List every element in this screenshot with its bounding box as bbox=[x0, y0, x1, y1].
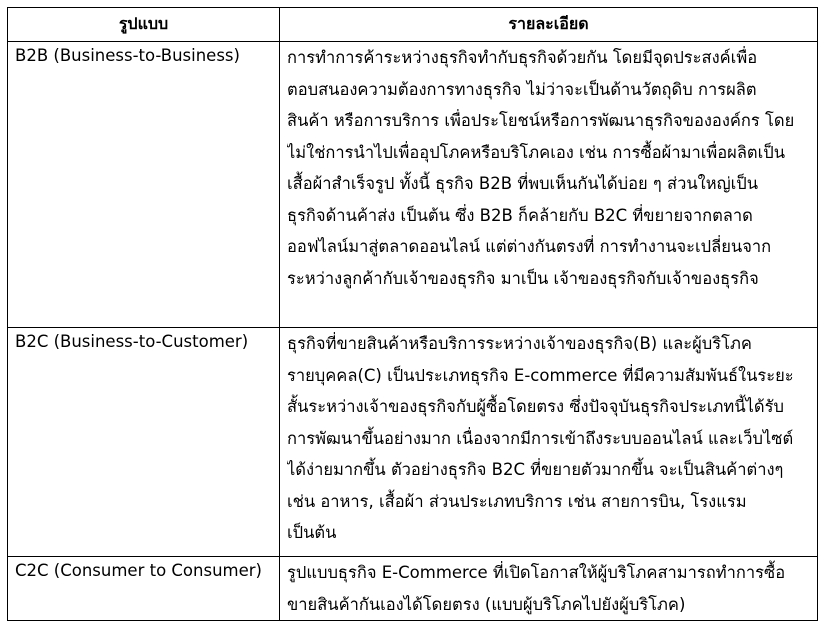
type-cell-b2c: B2C (Business-to-Customer) bbox=[8, 328, 280, 557]
detail-line: เสื้อผ้าสำเร็จรูป ทั้งนี้ ธุรกิจ B2B ที่พบเห็นกันได้บ่อย ๆ ส่วนใหญ่เป็น bbox=[287, 174, 759, 193]
detail-line: ธุรกิจด้านค้าส่ง เป็นต้น ซึ่ง B2B ก็คล้ายกับ B2C ที่ขยายจากตลาด bbox=[287, 205, 753, 225]
detail-line: รูปแบบธุรกิจ E-Commerce ที่เปิดโอกาสให้ผู้บริโภคสามารถทำการซื้อ bbox=[287, 563, 786, 582]
table-row-c2c bbox=[8, 557, 818, 621]
detail-line: สั้นระหว่างเจ้าของธุรกิจกับผู้ซื้อโดยตรง ซึ่งปัจจุบันธุรกิจประเภทนี้ได้รับ bbox=[287, 397, 784, 416]
detail-line: เป็นต้น bbox=[287, 523, 337, 542]
detail-line: รายบุคคล(C) เป็นประเภทธุรกิจ E-commerce ที่มีความสัมพันธ์ในระยะ bbox=[287, 365, 794, 385]
detail-line: การทำการค้าระหว่างธุรกิจทำกับธุรกิจด้วยกัน โดยมีจุดประสงค์เพื่อ bbox=[287, 48, 758, 67]
table-header-row bbox=[8, 8, 818, 42]
type-cell-b2b: B2B (Business-to-Business) bbox=[8, 42, 280, 328]
detail-line: สินค้า หรือการบริการ เพื่อประโยชน์หรือการพัฒนาธุรกิจขององค์กร โดย bbox=[287, 111, 795, 130]
detail-line: ได้ง่ายมากขึ้น ตัวอย่างธุรกิจ B2C ที่ขยายตัวมากขึ้น จะเป็นสินค้าต่างๆ bbox=[287, 460, 784, 479]
detail-line: ระหว่างลูกค้ากับเจ้าของธุรกิจ มาเป็น เจ้าของธุรกิจกับเจ้าของธุรกิจ bbox=[287, 268, 759, 288]
table-row-b2b bbox=[8, 42, 818, 328]
detail-line: การพัฒนาขึ้นอย่างมาก เนื่องจากมีการเข้าถึงระบบออนไลน์ และเว็บไซต์ bbox=[287, 428, 794, 448]
business-model-table bbox=[7, 7, 818, 621]
detail-cell-b2b bbox=[280, 42, 818, 328]
detail-line: ธุรกิจที่ขายสินค้าหรือบริการระหว่างเจ้าของธุรกิจ(B) และผู้บริโภค bbox=[287, 334, 752, 353]
table-row-b2c bbox=[8, 328, 818, 557]
detail-cell-c2c bbox=[280, 557, 818, 621]
detail-line: ไม่ใช่การนำไปเพื่ออุปโภคหรือบริโภคเอง เช่น การซื้อผ้ามาเพื่อผลิตเป็น bbox=[287, 142, 786, 162]
column-header-type: รูปแบบ bbox=[8, 8, 280, 42]
detail-line: ขายสินค้ากันเองได้โดยตรง (แบบผู้บริโภคไปยังผู้บริโภค) bbox=[287, 594, 686, 614]
detail-line: เช่น อาหาร, เสื้อผ้า ส่วนประเภทบริการ เช่น สายการบิน, โรงแรม bbox=[287, 491, 747, 511]
column-header-detail: รายละเอียด bbox=[280, 8, 818, 42]
type-cell-c2c: C2C (Consumer to Consumer) bbox=[8, 557, 280, 621]
detail-cell-b2c bbox=[280, 328, 818, 557]
detail-line: ตอบสนองความต้องการทางธุรกิจ ไม่ว่าจะเป็นด้านวัตถุดิบ การผลิต bbox=[287, 79, 757, 99]
detail-line: ออฟไลน์มาสู่ตลาดออนไลน์ แต่ต่างกันตรงที่ การทำงานจะเปลี่ยนจาก bbox=[287, 237, 772, 256]
